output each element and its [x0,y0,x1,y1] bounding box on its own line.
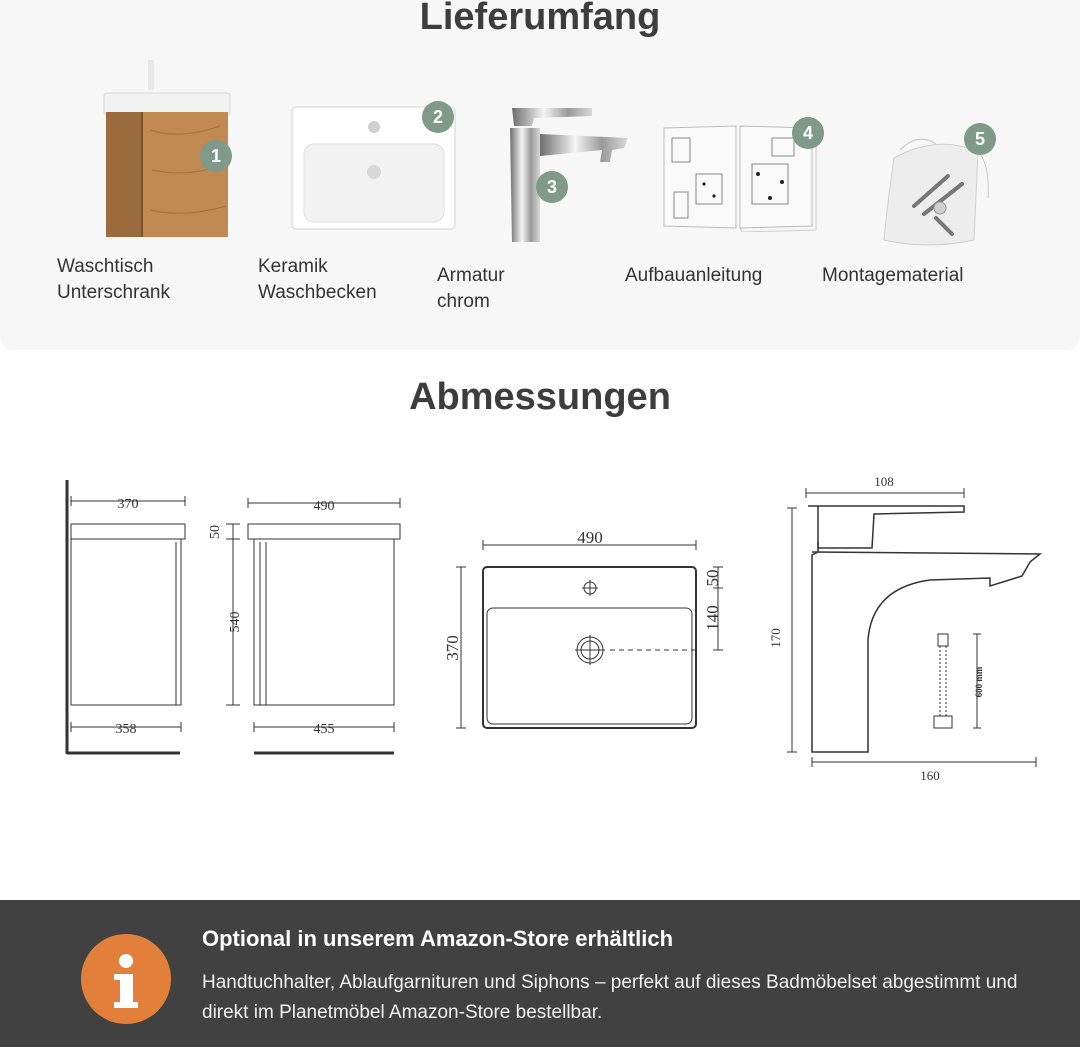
item-label: Armatur chrom [437,265,505,312]
info-title: Optional in unserem Amazon-Store erhältlich [202,926,674,951]
item-label: Montagematerial [822,265,964,286]
info-icon [81,934,171,1024]
dim-faucet-top: 108 [874,474,894,489]
badge-4: 4 [792,117,824,149]
dim-basin-rim: 50 [703,569,722,587]
badge-1: 1 [200,140,232,172]
dim-front-height: 540 [228,611,243,633]
dim-side-top: 370 [117,497,139,512]
item-label: Keramik Waschbecken [258,256,377,303]
dim-basin-depth: 370 [443,635,462,661]
dim-faucet-height: 170 [768,628,783,648]
dim-front-top: 490 [313,499,335,514]
dim-hose-length: 600 mm [974,666,984,698]
info-text: Handtuchhalter, Ablaufgarnituren und Siphons – perfekt auf dieses Badmöbelset abgestimmt und direkt im Planetmöbel Amazon-Store bestellbar. [202,972,1018,1023]
faucet-image [500,104,635,246]
dimensions-drawing [0,460,1080,800]
dim-side-bottom: 358 [115,722,137,737]
dim-basin-drain: 140 [703,605,722,631]
delivery-title: Lieferumfang [419,0,661,38]
badge-2: 2 [422,101,454,133]
dimensions-title: Abmessungen [409,376,671,418]
dim-basin-width: 490 [577,528,603,547]
dim-faucet-length: 160 [920,768,940,783]
dim-front-top-height: 50 [208,525,223,539]
badge-3: 3 [536,171,568,203]
item-label: Waschtisch Unterschrank [57,256,170,303]
item-label: Aufbauanleitung [625,265,763,286]
badge-5: 5 [964,123,996,155]
dim-front-bottom: 455 [313,722,335,737]
